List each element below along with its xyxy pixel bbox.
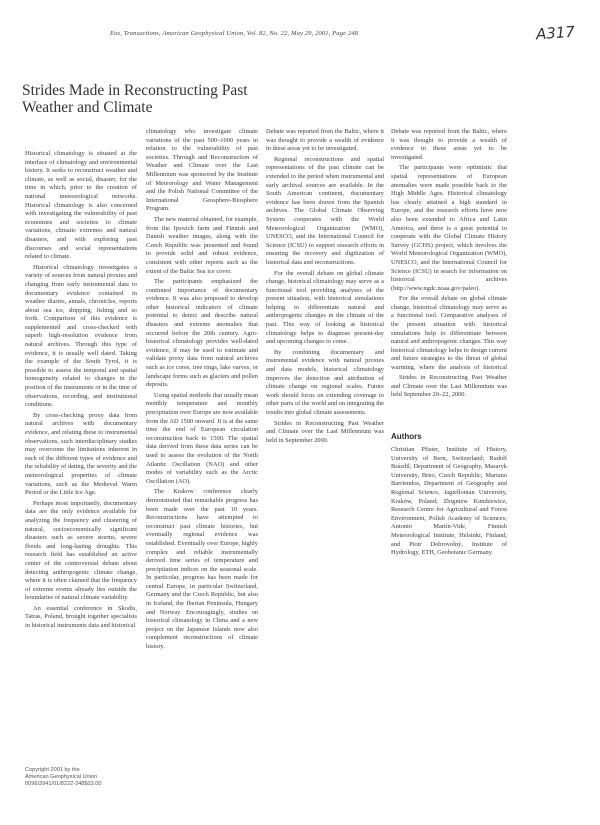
paragraph: For the overall debate on global climate change, historical climatology may serve as a functional tool providing analyses of the present situation, with historical simulations helping to differentiate natural and anthropogenic changes in the climate of the past. This way of looking at historical climatology helps to diagnose present-day and upcoming changes to come. (266, 269, 384, 346)
copyright-line: American Geophysical Union (25, 774, 98, 780)
paragraph: Historical climatology is situated at the interface of climatology and environmental history. It seeks to reconstruct weather and climate, as well as social, disaster, for the time in which, prior to the creation of national meteorological networks. Historical climatology is also concerned with investigating the vulnerability of past economies and societies to climate variations, climatic extremes and natural disasters, and with exploring past discourses and social representations related to climate. (25, 150, 137, 261)
copyright-line: Copyright 2001 by the (25, 767, 80, 773)
paragraph: Strides in Reconstructing Past Weather and Climate over the Last Millennium was held in September 2000. (266, 419, 384, 444)
authors-text: Christian Pfister, Institute of History, University of Bern, Switzerland; Rudolf Brázdil, Department of Geography, Masaryk University, Brno, Czech Republic; Mariano Barriendos, Department of Geography and Regional Science, Jagiellonian University, Kraków, Poland; Zbigniew Kundzewicz, Research Centre for Agricultural and Forest Environment, Polish Academy of Sciences; Antonio Martín-Vide, Finnish Meteorological Institute, Helsinki, Finland; and Piotr Dobrovolný, Institute of Hydrology, ETH, Geobotanic Germany. (391, 446, 507, 557)
paragraph: By combining documentary and instrumental evidence with natural proxies and data models, historical climatology improves the detection and attribution of climate change on regional scales. Future work should focus on extending coverage to other parts of the world and on integrating the results into global climate assessments. (266, 348, 384, 416)
article-title: Strides Made in Reconstructing Past Weather and Climate (22, 82, 248, 116)
handwritten-reference-number: A317 (535, 22, 576, 44)
paragraph: The participants were optimistic that spatial representations of European anomalies were made possible back to the High Middle Ages. Historical climatology has clearly attained a high standard in Europe, and the research efforts have now also been extended to Africa and Latin America, and there is a great potential to cooperate with the Global Climate History Survey (GCHS) project, which involves the World Meteorological Organization (WMO), UNESCO, and the International Council for Science (ICSU) in search for information on historical archives (http://www.ngdc.noaa.gov/paleo). (391, 164, 507, 292)
paragraph: For the overall debate on global climate change, historical climatology may serve as a functional tool. Comparative analyses of the present situation with historical simulations help to differentiate between natural and anthropogenic changes. This way historical climatology helps to design current and future strategies to the threat of global warming, where the analysis of historical (391, 295, 507, 370)
body-column-2 (146, 128, 258, 720)
authors-heading: Authors (391, 432, 422, 441)
journal-header: Eos, Transactions, American Geophysical Union, Vol. 82, No. 22, May 29, 2001, Page 248 (110, 30, 359, 37)
paragraph: Strides in Reconstructing Past Weather and Climate over the Last Millennium was held September 20–22, 2000. (391, 374, 507, 399)
paragraph: Debate was reported from the Baltic, where it was thought to provide a wealth of evidence in these areas yet to be investigated. (266, 128, 384, 153)
paragraph: Debate was reported from the Baltic, where it was thought to provide a wealth of evidence in these areas yet to be investigated. (391, 128, 507, 161)
paragraph: Perhaps most importantly, documentary data are the only evidence available for analyzing the frequency and clustering of natural, socioeconomically significant disasters such as severe storms, severe floods and long-lasting droughts. This research field has established an active center of the controversial debate about detecting anthropogenic climate change, where it is often claimed that the frequency of extreme events already lies outside the boundaries of natural climate variability. (25, 499, 137, 602)
paragraph: The Krakow conference clearly demonstrated that remarkable progress has been made over the past 10 years. Reconstructions have attempted to reconstruct past climate histories, but eventually regional evidence was established. Eventually over Europe, highly complex and reliable instrumentally derived time series of temperature and precipitation indices on the seasonal scale. In particular, progress has been made for central Europe, in particular Switzerland, Germany and the Czech Republic, but also in Iceland, the Iberian Peninsula, Hungary and Norway. Encouragingly, studies on historical climatology in China and a new project on the Japanese Islands now also complement reconstructions of climate history. (146, 488, 258, 651)
paragraph: Using spatial methods that usually mean monthly temperature and monthly precipitation over Europe are now available from the AD 1500 onward. It is at the same time the end of European circulation reconstruction back to 1500. The spatial data derived from these data series can be used to assess the evolution of the North Atlantic Oscillation (NAO) and other modes of variability such as the Arctic Oscillation (AO). (146, 391, 258, 485)
paragraph: Regional reconstructions and spatial representations of the past climate can be extended to the period when instrumental and early archival sources are available. In the South American continent, documentary evidence has been drawn from the Spanish archives. The Global Climate Observing System cooperates with the World Meteorological Organization (WMO), UNESCO, and the International Council for Science (ICSU) to support research efforts in ensuring the recovery and digitization of historical data and reconstructions. (266, 155, 384, 266)
copyright-notice (25, 767, 135, 788)
copyright-line: 0096/3941/01/8222-248$03.00 (25, 781, 102, 787)
body-column-3 (266, 128, 384, 528)
paragraph: Historical climatology investigates a variety of sources from natural proxies and changing from early instrumental data to documentary evidence contained in weather diaries, annals, chronicles, reports about sea ice, shipping, fishing and so forth. Comparison of this evidence is supplemented and cross-checked with superb high-resolution evidence from natural archives. Through this type of evidence, it is usually well dated. Taking the example of the South Tyrol, it is possible to assess the temporal and spatial homogeneity related to changes in the position of the instruments or in the time of observations, recording, and institutional conditions. (25, 263, 137, 409)
paragraph: An essential conference in Skodis, Tatras, Poland, brought together specialists in historical instruments data and historical (25, 604, 137, 630)
paragraph: The new material obtained, for example, from the Ipswich farm and Finnish and Danish weather images, along with the Czech Republic was presented and found to provide solid and robust evidence, consistent with other reports such as the extent of the Baltic Sea ice cover. (146, 215, 258, 275)
body-column-5 (391, 374, 507, 434)
body-column-4 (391, 128, 507, 370)
paragraph: The participants emphasized the continued importance of documentary evidence. It was also proposed to develop other historical indicators of climate potential to detect and describe natural disasters and extreme anomalies that occurred before the 20th century. Agro-historical climatology provides well-dated evidence, if may be used to estimate and validate proxy data from natural archives such as ice cores, tree rings, lake varves, or landscape forms such as glaciers and pollen deposits. (146, 278, 258, 389)
body-column-1 (25, 150, 137, 695)
paragraph: By cross-checking proxy data from natural archives with documentary evidence, and relating these to instrumental observations, such interdisciplinary studies may overcome the limitations inherent in each of the different types of evidence and the reliability of dating, the severity and the meteorological properties of climate variations, such as the Medieval Warm Period or the Little Ice Age. (25, 411, 137, 497)
paragraph: climatology who investigate climate variations of the past 500–1000 years in relation to the vulnerability of past societies. Through and Reconstruction of Weather and Climate over the Last Millennium was sponsored by the Institute of Meteorology and Water Management and the Polish National Committee of the International Geosphere-Biosphere Program. (146, 128, 258, 213)
